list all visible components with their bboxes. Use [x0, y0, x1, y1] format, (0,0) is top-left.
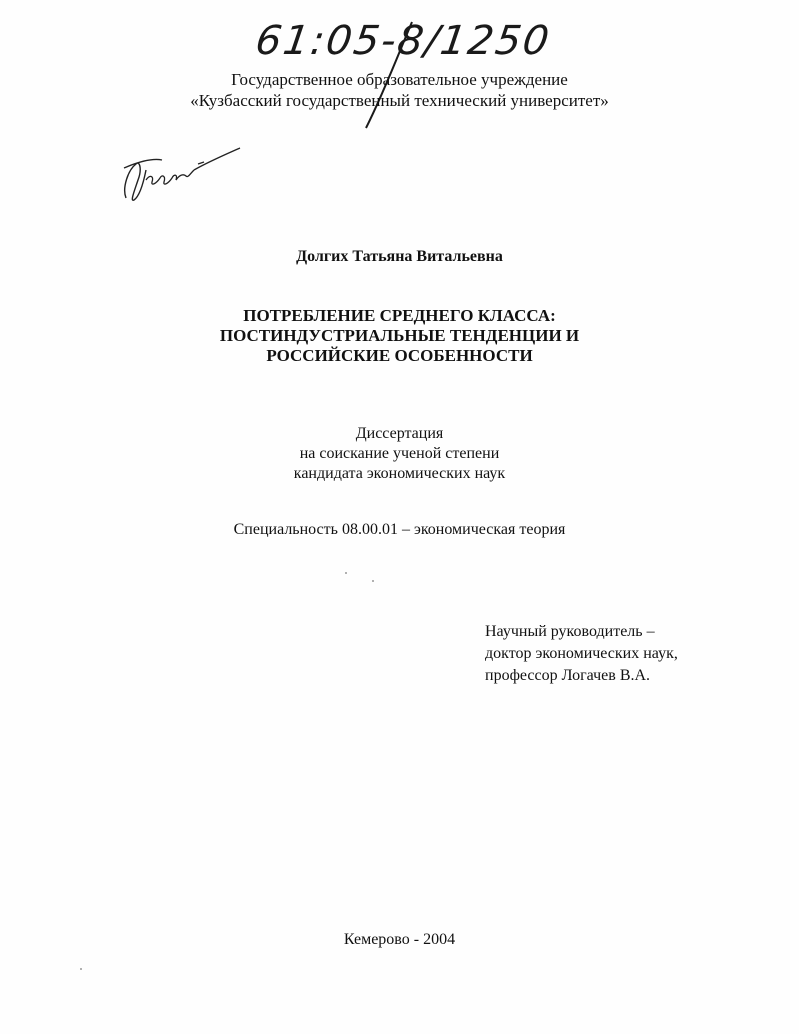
description-line-2: на соискание ученой степени	[299, 445, 500, 462]
description-line-3: кандидата экономических наук	[293, 465, 506, 482]
advisor-line-3: профессор Логачев В.А.	[485, 667, 651, 684]
handwritten-signature	[118, 140, 248, 210]
institution-line-2: «Кузбасский государственный технический университет»	[190, 91, 609, 110]
title-line-3: РОССИЙСКИЕ ОСОБЕННОСТИ	[266, 346, 533, 365]
scan-speck	[345, 572, 347, 574]
city-year: Кемерово - 2004	[343, 931, 456, 948]
scan-speck	[372, 580, 374, 582]
dissertation-title	[0, 306, 799, 366]
advisor-line-1: Научный руководитель –	[485, 623, 655, 640]
institution-line-1: Государственное образовательное учреждение	[231, 70, 568, 89]
dissertation-description	[0, 424, 799, 484]
scientific-advisor	[485, 621, 678, 687]
title-line-2: ПОСТИНДУСТРИАЛЬНЫЕ ТЕНДЕНЦИИ И	[219, 326, 580, 345]
title-line-1: ПОТРЕБЛЕНИЕ СРЕДНЕГО КЛАССА:	[243, 306, 556, 325]
handwritten-archive-number: 61:05-8/1250	[252, 18, 554, 64]
author-name: Долгих Татьяна Витальевна	[296, 248, 503, 265]
scan-speck	[80, 968, 82, 970]
advisor-line-2: доктор экономических наук,	[485, 645, 678, 662]
description-line-1: Диссертация	[355, 425, 444, 442]
specialty-line: Специальность 08.00.01 – экономическая теория	[233, 521, 566, 538]
